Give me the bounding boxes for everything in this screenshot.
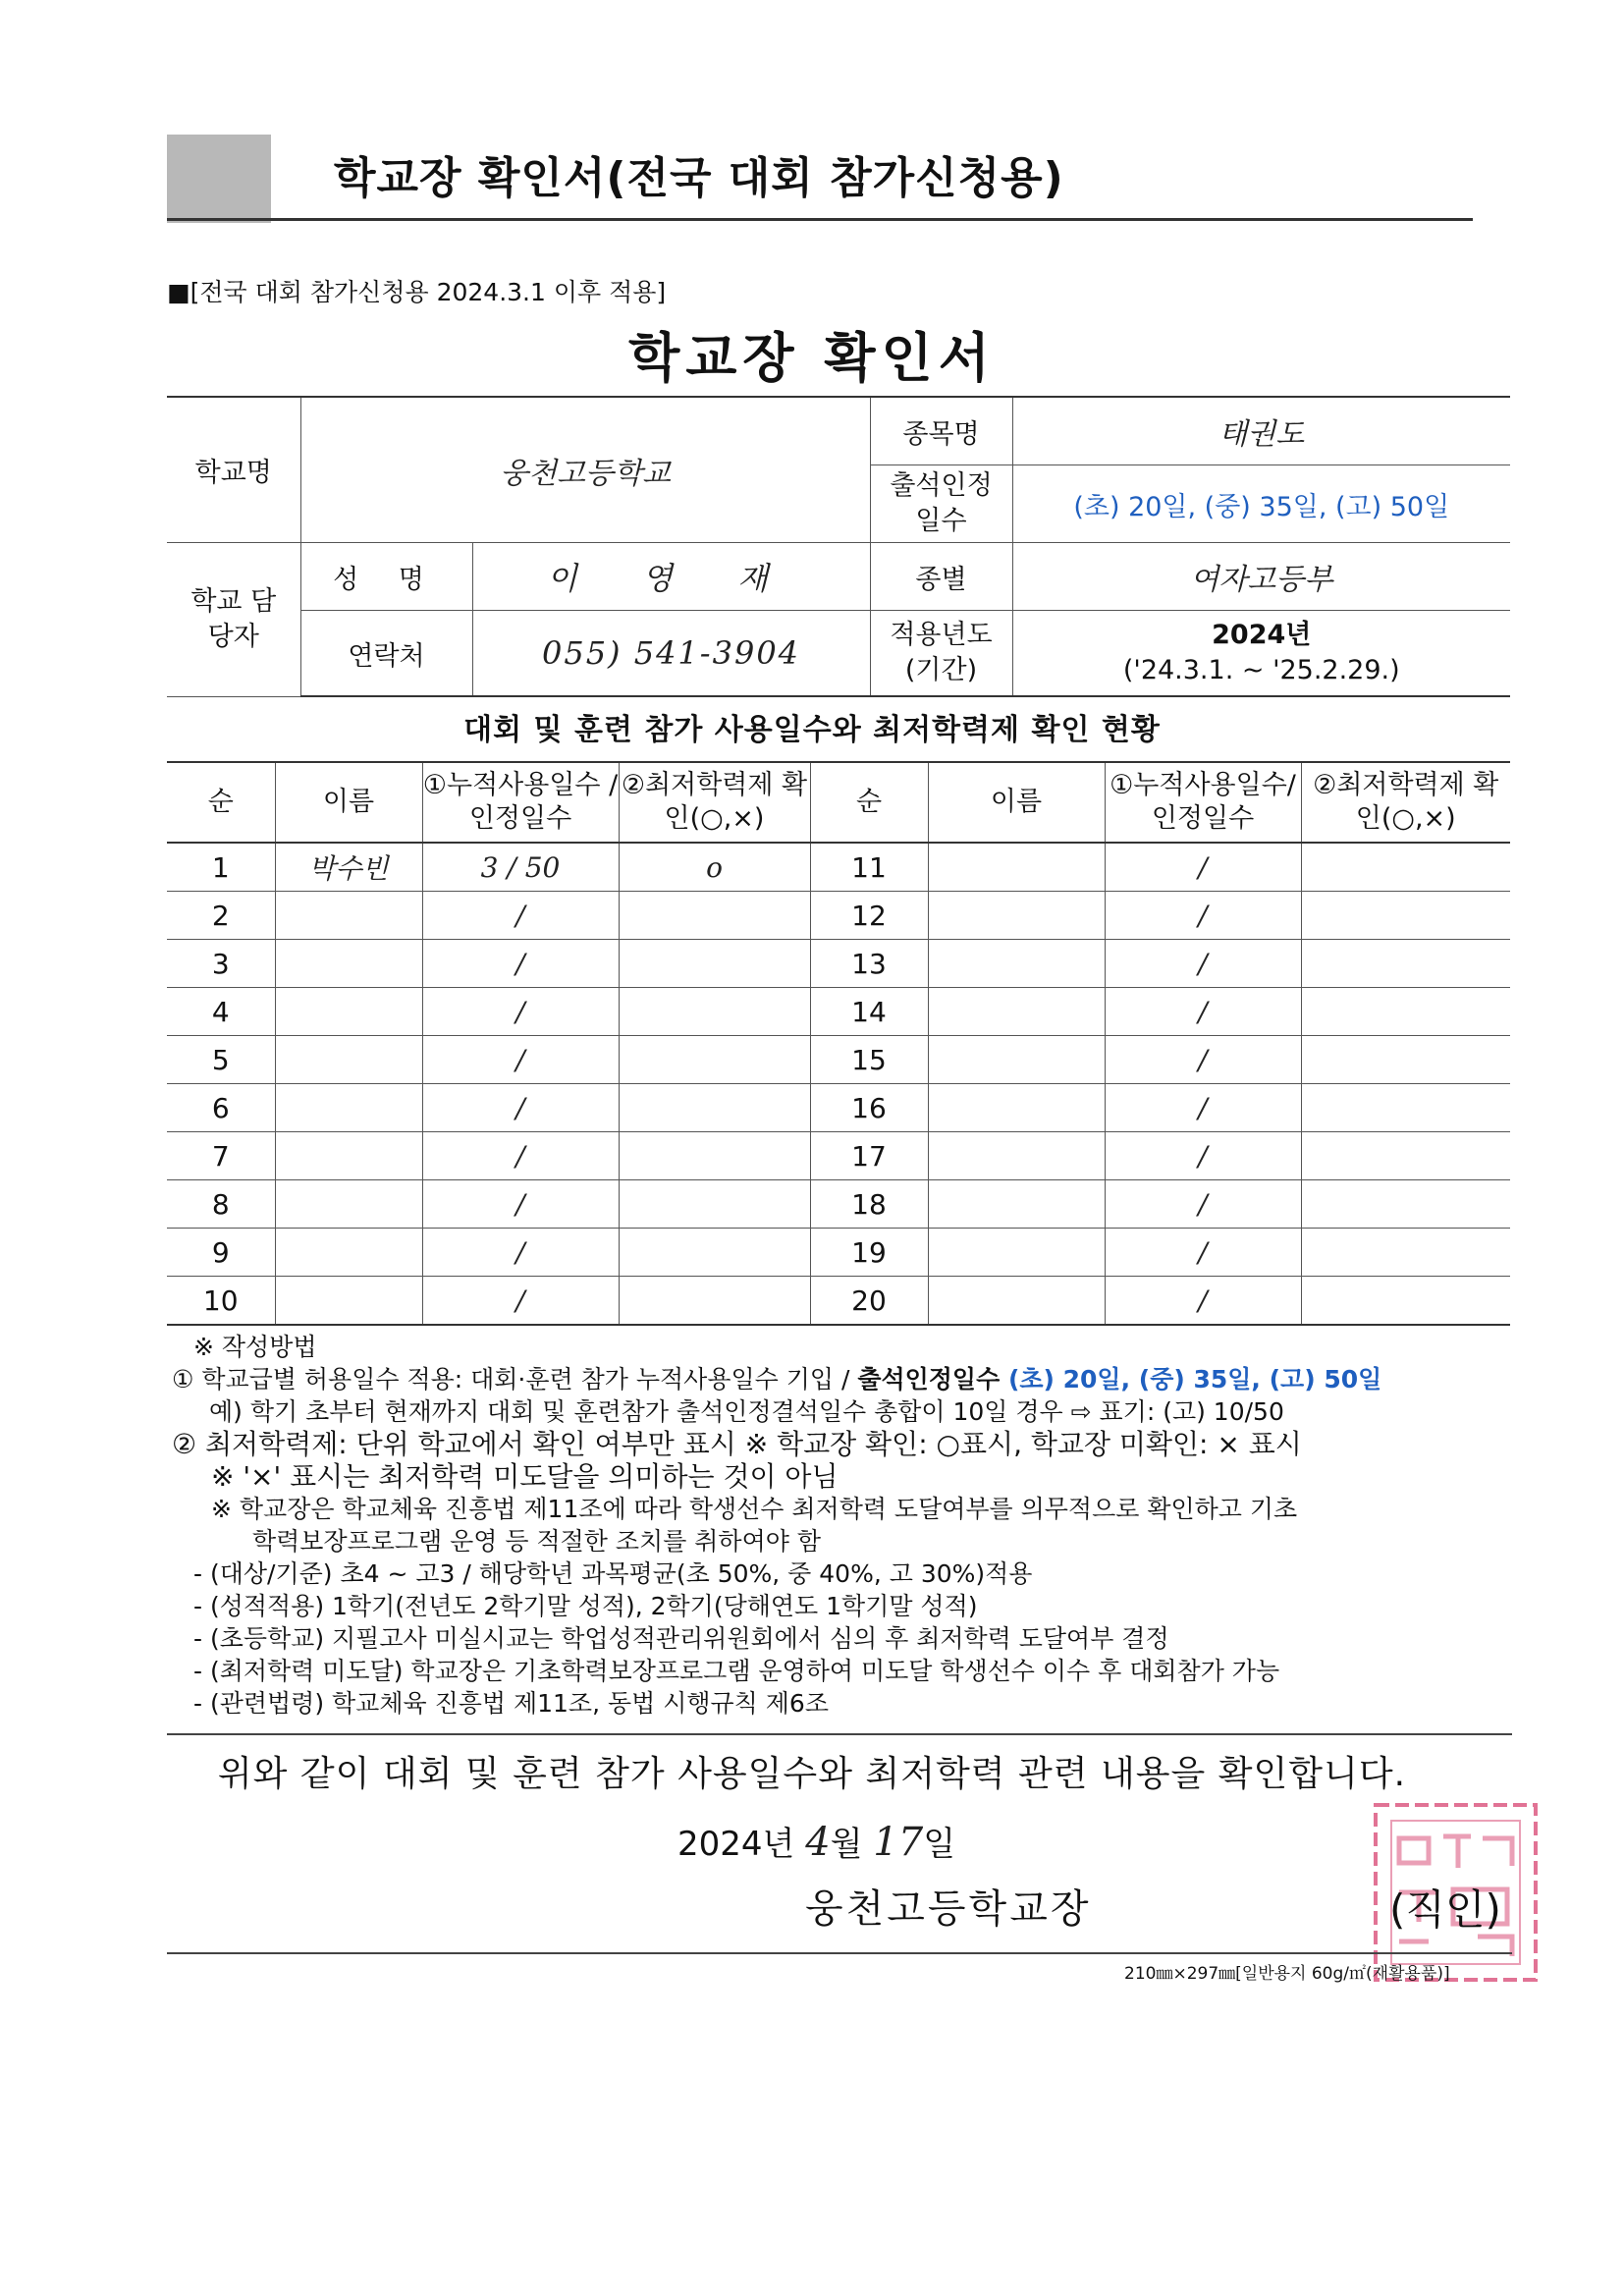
cell-name-right	[928, 892, 1105, 940]
note-1-blue: (초) 20일, (중) 35일, (고) 50일	[1000, 1365, 1382, 1393]
table-row	[167, 1084, 1510, 1132]
cell-check-right	[1301, 1229, 1510, 1277]
cell-days-right: /	[1105, 1180, 1301, 1229]
cell-check-left	[619, 1277, 810, 1326]
cell-name-right	[928, 1036, 1105, 1084]
cell-check-left	[619, 988, 810, 1036]
division-value: 여자고등부	[1012, 543, 1510, 611]
cell-name-right	[928, 1180, 1105, 1229]
division-label: 종별	[870, 543, 1012, 611]
date-day-unit: 일	[923, 1825, 956, 1864]
cell-days-right: /	[1105, 1277, 1301, 1326]
cell-check-right	[1301, 892, 1510, 940]
notes-divider	[167, 1733, 1512, 1735]
school-value: 웅천고등학교	[300, 397, 870, 543]
cell-check-right	[1301, 1277, 1510, 1326]
cell-days-right: /	[1105, 1229, 1301, 1277]
cell-check-left	[619, 1229, 810, 1277]
contact-label: 연락처	[300, 611, 472, 697]
notes-heading: ※ 작성방법	[193, 1333, 317, 1361]
name-label: 성 명	[300, 543, 472, 611]
cell-days-left: /	[422, 940, 619, 988]
cell-seq-left: 3	[167, 940, 275, 988]
cell-seq-right: 19	[810, 1229, 928, 1277]
cell-name-left	[275, 940, 422, 988]
cell-check-left	[619, 1036, 810, 1084]
cell-seq-left: 9	[167, 1229, 275, 1277]
cell-days-right: /	[1105, 1132, 1301, 1180]
cell-name-left	[275, 1132, 422, 1180]
cell-name-left	[275, 988, 422, 1036]
cell-name-right	[928, 1277, 1105, 1326]
cell-check-right	[1301, 940, 1510, 988]
cell-name-right	[928, 988, 1105, 1036]
seal-label: (직인)	[1389, 1885, 1501, 1934]
cell-name-left	[275, 1229, 422, 1277]
note-1-example: 예) 학기 초부터 현재까지 대회 및 훈련참가 출석인정결석일수 총합이 10일 경우 ⇨ 표기: (고) 10/50	[209, 1397, 1284, 1426]
cell-seq-right: 11	[810, 843, 928, 892]
footer-divider	[167, 1952, 1512, 1954]
page-title: 학교장 확인서	[628, 327, 996, 389]
table-row	[167, 1229, 1510, 1277]
header-gray-block	[167, 135, 271, 223]
cell-name-right	[928, 843, 1105, 892]
date-month-unit: 월	[830, 1825, 874, 1864]
cell-days-left: /	[422, 1084, 619, 1132]
cell-name-left	[275, 1180, 422, 1229]
year-value: 2024년	[1212, 620, 1312, 650]
cell-days-right: /	[1105, 988, 1301, 1036]
cell-days-left: /	[422, 1229, 619, 1277]
cell-seq-left: 4	[167, 988, 275, 1036]
header-check-left: ②최저학력제 확인(○,×)	[619, 762, 810, 843]
note-2-sub1: ※ '×' 표시는 최저학력 미도달을 의미하는 것이 아님	[211, 1460, 839, 1493]
cell-days-left: /	[422, 1036, 619, 1084]
date-day: 17	[873, 1820, 924, 1865]
cell-name-left: 박수빈	[275, 843, 422, 892]
cell-seq-left: 1	[167, 843, 275, 892]
cell-seq-right: 12	[810, 892, 928, 940]
header-seq-left: 순	[167, 762, 275, 843]
cell-name-left	[275, 1084, 422, 1132]
header-days-right: ①누적사용일수/ 인정일수	[1105, 762, 1301, 843]
cell-check-right	[1301, 1036, 1510, 1084]
note-2-sub2b: 학력보장프로그램 운영 등 적절한 조치를 취하여야 함	[252, 1527, 821, 1556]
cell-name-right	[928, 1132, 1105, 1180]
bullet-target: - (대상/기준) 초4 ~ 고3 / 해당학년 과목평균(초 50%, 중 40%, 고 30%)적용	[193, 1559, 1033, 1588]
cell-seq-left: 2	[167, 892, 275, 940]
attendance-value: (초) 20일, (중) 35일, (고) 50일	[1012, 465, 1510, 543]
cell-check-right	[1301, 988, 1510, 1036]
usage-table	[167, 761, 1510, 1326]
header-days-left: ①누적사용일수 /인정일수	[422, 762, 619, 843]
cell-days-right: /	[1105, 1084, 1301, 1132]
cell-days-left: /	[422, 1132, 619, 1180]
cell-name-left	[275, 892, 422, 940]
manager-label: 학교 담당자	[167, 543, 300, 697]
cell-seq-left: 6	[167, 1084, 275, 1132]
note-2-sub2a: ※ 학교장은 학교체육 진흥법 제11조에 따라 학생선수 최저학력 도달여부를 의무적으로 확인하고 기초	[211, 1495, 1298, 1523]
cell-check-left	[619, 1132, 810, 1180]
principal-title: 웅천고등학교장	[805, 1886, 1092, 1932]
note-2: ② 최저학력제: 단위 학교에서 확인 여부만 표시 ※ 학교장 확인: ○표시, 학교장 미확인: × 표시	[172, 1428, 1302, 1460]
cell-seq-right: 17	[810, 1132, 928, 1180]
bullet-grades: - (성적적용) 1학기(전년도 2학기말 성적), 2학기(당해연도 1학기말 성적)	[193, 1592, 978, 1620]
note-1	[172, 1363, 1517, 1395]
header-name-left: 이름	[275, 762, 422, 843]
cell-name-left	[275, 1036, 422, 1084]
table-row	[167, 940, 1510, 988]
cell-check-right	[1301, 1132, 1510, 1180]
cell-days-left: /	[422, 1277, 619, 1326]
cell-seq-left: 8	[167, 1180, 275, 1229]
table-row	[167, 1036, 1510, 1084]
cell-days-right: /	[1105, 843, 1301, 892]
cell-seq-left: 5	[167, 1036, 275, 1084]
cell-seq-right: 16	[810, 1084, 928, 1132]
paper-spec: 210㎜×297㎜[일반용지 60g/㎡(재활용품)]	[1124, 1964, 1450, 1984]
cell-seq-left: 7	[167, 1132, 275, 1180]
header-name-right: 이름	[928, 762, 1105, 843]
note-1-bold: 출석인정일수	[857, 1365, 1001, 1393]
cell-seq-right: 15	[810, 1036, 928, 1084]
table-row	[167, 988, 1510, 1036]
confirmation-text: 위와 같이 대회 및 훈련 참가 사용일수와 최저학력 관련 내용을 확인합니다.	[217, 1754, 1407, 1794]
name-value: 이 영 재	[472, 543, 870, 611]
date-month: 4	[805, 1820, 831, 1865]
bullet-underachieve: - (최저학력 미도달) 학교장은 기초학력보장프로그램 운영하여 미도달 학생선수 이수 후 대회참가 가능	[193, 1657, 1280, 1685]
header-seq-right: 순	[810, 762, 928, 843]
school-info-table	[167, 396, 1510, 697]
header-divider	[167, 218, 1473, 221]
cell-days-left: 3 / 50	[422, 843, 619, 892]
cell-seq-right: 13	[810, 940, 928, 988]
cell-check-right	[1301, 843, 1510, 892]
cell-check-right	[1301, 1180, 1510, 1229]
banner-title: 학교장 확인서(전국 대회 참가신청용)	[334, 153, 1064, 203]
note-1-text: ① 학교급별 허용일수 적용: 대회·훈련 참가 누적사용일수 기입 /	[172, 1365, 858, 1393]
cell-days-left: /	[422, 988, 619, 1036]
cell-name-right	[928, 940, 1105, 988]
cell-seq-left: 10	[167, 1277, 275, 1326]
usage-section-title: 대회 및 훈련 참가 사용일수와 최저학력제 확인 현황	[463, 713, 1161, 747]
table-row	[167, 843, 1510, 892]
year-label: 적용년도 (기간)	[870, 611, 1012, 697]
table-row	[167, 1180, 1510, 1229]
cell-name-left	[275, 1277, 422, 1326]
year-cell	[1012, 611, 1510, 697]
bullet-law: - (관련법령) 학교체육 진흥법 제11조, 동법 시행규칙 제6조	[193, 1689, 829, 1718]
signature-date	[677, 1817, 955, 1865]
attendance-label: 출석인정 일수	[870, 465, 1012, 543]
cell-check-left	[619, 892, 810, 940]
sport-label: 종목명	[870, 397, 1012, 465]
cell-check-right	[1301, 1084, 1510, 1132]
cell-check-left	[619, 1180, 810, 1229]
school-label: 학교명	[167, 397, 300, 543]
cell-name-right	[928, 1084, 1105, 1132]
sport-value: 태권도	[1012, 397, 1510, 465]
contact-value: 055) 541-3904	[472, 611, 870, 697]
cell-name-right	[928, 1229, 1105, 1277]
cell-check-left: o	[619, 843, 810, 892]
date-year: 2024년	[677, 1825, 806, 1864]
instructions	[172, 1331, 1517, 1720]
cell-check-left	[619, 940, 810, 988]
cell-seq-right: 20	[810, 1277, 928, 1326]
cell-days-right: /	[1105, 940, 1301, 988]
cell-seq-right: 14	[810, 988, 928, 1036]
table-row	[167, 1277, 1510, 1326]
header-check-right: ②최저학력제 확인(○,×)	[1301, 762, 1510, 843]
cell-days-right: /	[1105, 892, 1301, 940]
year-period: ('24.3.1. ~ '25.2.29.)	[1122, 655, 1400, 685]
cell-check-left	[619, 1084, 810, 1132]
cell-days-left: /	[422, 892, 619, 940]
cell-days-right: /	[1105, 1036, 1301, 1084]
table-row	[167, 1132, 1510, 1180]
cell-seq-right: 18	[810, 1180, 928, 1229]
table-row	[167, 892, 1510, 940]
bullet-elementary: - (초등학교) 지필고사 미실시교는 학업성적관리위원회에서 심의 후 최저학력 도달여부 결정	[193, 1624, 1169, 1653]
cell-days-left: /	[422, 1180, 619, 1229]
form-subtitle: ■[전국 대회 참가신청용 2024.3.1 이후 적용]	[167, 278, 667, 306]
